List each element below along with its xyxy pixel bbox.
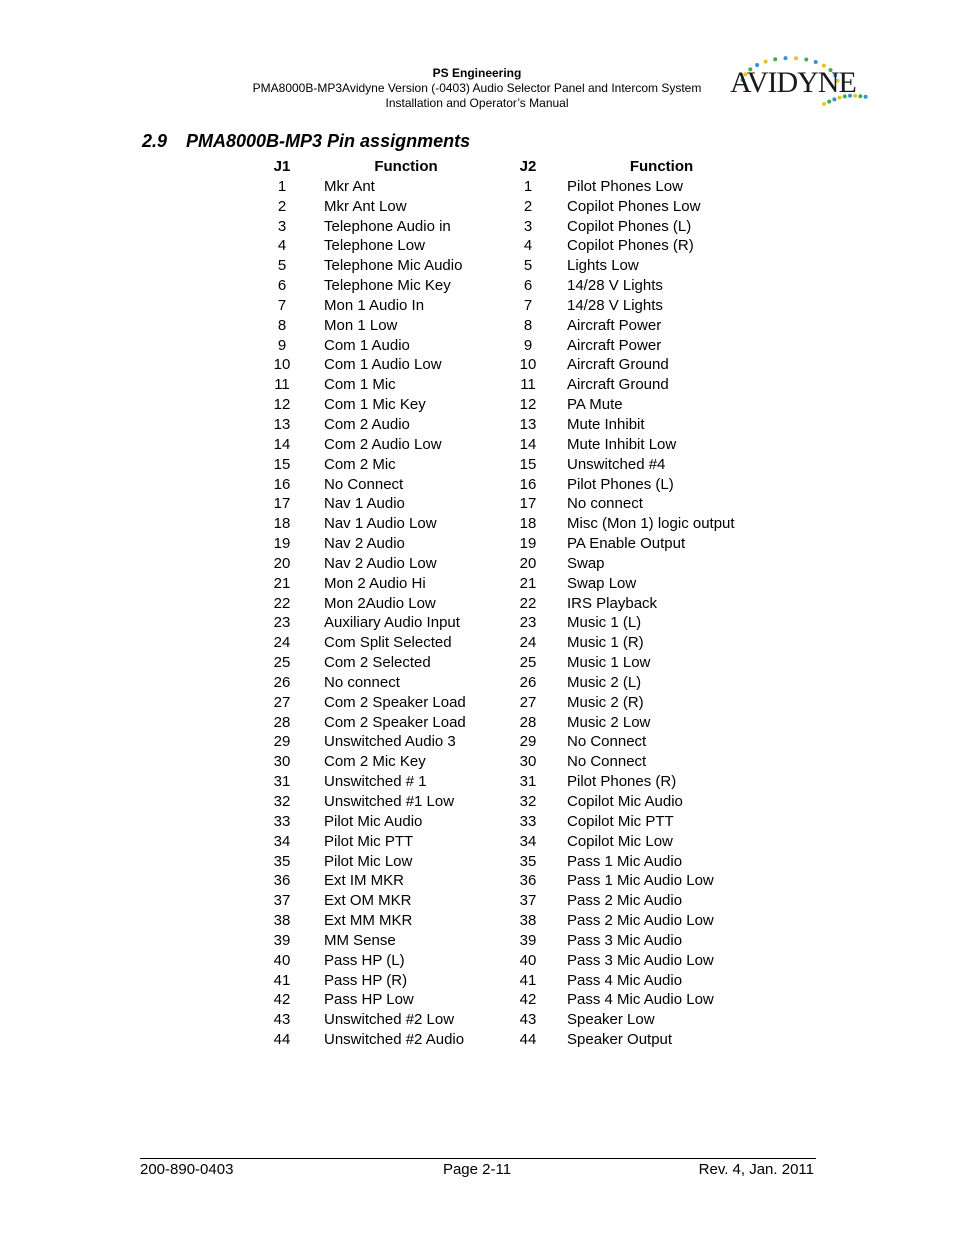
j1-pin-cell: 40 — [273, 951, 291, 969]
j1-pin-cell: 37 — [273, 892, 291, 910]
j2-function-cell: Copilot Phones (R) — [567, 237, 694, 255]
j1-pin-cell: 38 — [273, 912, 291, 930]
j1-pin-cell: 8 — [277, 316, 287, 334]
j1-function-cell: Com 2 Mic Key — [324, 753, 426, 771]
j1-pin-cell: 5 — [277, 257, 287, 275]
j1-function-cell: Com 2 Speaker Load — [324, 713, 466, 731]
j1-pin-cell: 18 — [273, 515, 291, 533]
j1-function-cell: Com 2 Selected — [324, 654, 431, 672]
j2-function-cell: Misc (Mon 1) logic output — [567, 515, 735, 533]
j1-function-cell: Com 2 Speaker Load — [324, 693, 466, 711]
j2-function-cell: Speaker Low — [567, 1011, 655, 1029]
j1-pin-cell: 39 — [273, 931, 291, 949]
table-header-row — [262, 157, 777, 177]
table-row — [262, 693, 777, 713]
j1-function-cell: Unswitched Audio 3 — [324, 733, 456, 751]
j2-function-cell: Music 2 Low — [567, 713, 651, 731]
j1-function-cell: Telephone Low — [324, 237, 425, 255]
table-row — [262, 713, 777, 733]
j2-function-cell: Music 1 (L) — [567, 614, 642, 632]
table-row — [262, 236, 777, 256]
j1-pin-cell: 10 — [273, 356, 291, 374]
page-header — [230, 66, 724, 111]
j2-pin-cell: 24 — [519, 634, 537, 652]
logo-dot — [784, 56, 788, 60]
header-subtitle: Installation and Operator’s Manual — [385, 96, 569, 110]
j2-function-cell: Pass 3 Mic Audio — [567, 931, 683, 949]
j1-pin-cell: 33 — [273, 812, 291, 830]
table-row — [262, 336, 777, 356]
table-row — [262, 475, 777, 495]
j2-pin-cell: 44 — [519, 1031, 537, 1049]
logo-text: AVIDYNE — [730, 66, 856, 99]
table-row — [262, 276, 777, 296]
j1-function-cell: Mkr Ant — [324, 177, 375, 195]
j1-function-cell: Nav 1 Audio Low — [324, 515, 437, 533]
j1-function-cell: Com Split Selected — [324, 634, 452, 652]
j2-function-cell: Mute Inhibit Low — [567, 435, 677, 453]
j1-pin-cell: 27 — [273, 693, 291, 711]
j2-pin-cell: 20 — [519, 554, 537, 572]
j1-pin-cell: 23 — [273, 614, 291, 632]
table-row — [262, 296, 777, 316]
j2-function-cell: PA Mute — [567, 396, 623, 414]
j1-pin-cell: 6 — [277, 277, 287, 295]
j1-function-cell: Nav 1 Audio — [324, 495, 405, 513]
j1-function-cell: Ext IM MKR — [324, 872, 405, 890]
j1-pin-cell: 12 — [273, 396, 291, 414]
j2-pin-cell: 36 — [519, 872, 537, 890]
j2-function-cell: Aircraft Power — [567, 336, 662, 354]
logo-dot — [764, 60, 768, 64]
j1-function-cell: Mkr Ant Low — [324, 197, 407, 215]
table-row — [262, 256, 777, 276]
j1-function-cell: Pilot Mic PTT — [324, 832, 414, 850]
j2-pin-cell: 28 — [519, 713, 537, 731]
table-row — [262, 514, 777, 534]
table-row — [262, 355, 777, 375]
j1-pin-cell: 35 — [273, 852, 291, 870]
j1-function-cell: Com 2 Audio — [324, 415, 410, 433]
footer-revision: Rev. 4, Jan. 2011 — [698, 1161, 814, 1178]
table-row — [262, 951, 777, 971]
table-row — [262, 990, 777, 1010]
column-header-j2: J2 — [519, 158, 537, 175]
j1-function-cell: Com 1 Mic Key — [324, 396, 426, 414]
j2-function-cell: Pilot Phones Low — [567, 177, 683, 195]
j1-pin-cell: 41 — [273, 971, 291, 989]
logo-dot — [827, 100, 831, 104]
table-row — [262, 653, 777, 673]
j1-function-cell: Mon 2 Audio Hi — [324, 574, 426, 592]
table-row — [262, 911, 777, 931]
j1-pin-cell: 7 — [277, 296, 287, 314]
j1-pin-cell: 4 — [277, 237, 287, 255]
j1-function-cell: Pilot Mic Audio — [324, 812, 423, 830]
j2-pin-cell: 12 — [519, 396, 537, 414]
j2-pin-cell: 4 — [523, 237, 533, 255]
j1-pin-cell: 28 — [273, 713, 291, 731]
j1-pin-cell: 42 — [273, 991, 291, 1009]
j1-pin-cell: 20 — [273, 554, 291, 572]
j2-function-cell: Mute Inhibit — [567, 415, 645, 433]
j2-pin-cell: 19 — [519, 535, 537, 553]
j1-function-cell: Com 2 Audio Low — [324, 435, 442, 453]
j1-pin-cell: 22 — [273, 594, 291, 612]
j1-function-cell: Pilot Mic Low — [324, 852, 413, 870]
footer-rule — [140, 1158, 816, 1159]
j2-pin-cell: 7 — [523, 296, 533, 314]
j1-function-cell: No Connect — [324, 475, 404, 493]
j2-function-cell: Pass 2 Mic Audio Low — [567, 912, 714, 930]
j1-pin-cell: 34 — [273, 832, 291, 850]
j2-function-cell: Copilot Mic Low — [567, 832, 673, 850]
table-row — [262, 673, 777, 693]
table-row — [262, 772, 777, 792]
j2-pin-cell: 13 — [519, 415, 537, 433]
j1-pin-cell: 31 — [273, 773, 291, 791]
j2-pin-cell: 8 — [523, 316, 533, 334]
table-row — [262, 613, 777, 633]
j1-function-cell: Mon 2Audio Low — [324, 594, 436, 612]
j1-function-cell: Pass HP (R) — [324, 971, 408, 989]
section-number: 2.9 — [142, 131, 168, 151]
column-header-j1: J1 — [273, 158, 291, 175]
table-row — [262, 435, 777, 455]
j1-pin-cell: 15 — [273, 455, 291, 473]
table-row — [262, 1010, 777, 1030]
j2-function-cell: Copilot Mic Audio — [567, 793, 683, 810]
header-title: PMA8000B-MP3Avidyne Version (-0403) Audio Selector Panel and Intercom System — [252, 81, 702, 95]
j2-pin-cell: 2 — [523, 197, 533, 215]
j1-function-cell: Mon 1 Low — [324, 316, 398, 334]
j2-function-cell: Aircraft Ground — [567, 356, 669, 374]
table-row — [262, 177, 777, 197]
j2-pin-cell: 43 — [519, 1011, 537, 1029]
j2-function-cell: Swap Low — [567, 574, 637, 592]
j2-pin-cell: 5 — [523, 257, 533, 275]
logo-dot — [822, 102, 826, 106]
j1-function-cell: No connect — [324, 673, 400, 691]
column-header-j1-function: Function — [374, 158, 438, 175]
j2-pin-cell: 18 — [519, 515, 537, 533]
j1-function-cell: Telephone Mic Key — [324, 277, 451, 295]
table-row — [262, 395, 777, 415]
j2-function-cell: IRS Playback — [567, 594, 658, 612]
j2-function-cell: Pass 2 Mic Audio — [567, 892, 683, 910]
j2-pin-cell: 41 — [519, 971, 537, 989]
table-row — [262, 316, 777, 336]
logo-dot — [804, 58, 808, 62]
avidyne-logo — [728, 50, 873, 112]
j1-pin-cell: 24 — [273, 634, 291, 652]
j1-pin-cell: 43 — [273, 1011, 291, 1029]
j2-function-cell: No connect — [567, 495, 643, 513]
j1-pin-cell: 1 — [277, 177, 287, 195]
j1-function-cell: Telephone Audio in — [324, 217, 451, 235]
j1-function-cell: Pass HP Low — [324, 991, 414, 1009]
j1-function-cell: Com 1 Audio — [324, 336, 410, 354]
table-row — [262, 752, 777, 772]
j2-function-cell: Music 1 (R) — [567, 634, 644, 652]
j2-pin-cell: 34 — [519, 832, 537, 850]
j2-function-cell: No Connect — [567, 733, 647, 751]
table-row — [262, 534, 777, 554]
j2-function-cell: Music 2 (R) — [567, 693, 644, 711]
table-row — [262, 554, 777, 574]
logo-dot — [864, 95, 868, 99]
j1-function-cell: Unswitched #1 Low — [324, 793, 455, 810]
j2-pin-cell: 39 — [519, 931, 537, 949]
j1-pin-cell: 14 — [273, 435, 291, 453]
j1-pin-cell: 2 — [277, 197, 287, 215]
column-header-j2-function: Function — [629, 158, 694, 175]
table-row — [262, 732, 777, 752]
footer-doc-number: 200-890-0403 — [140, 1161, 234, 1178]
j2-pin-cell: 6 — [523, 277, 533, 295]
j2-pin-cell: 1 — [523, 177, 533, 195]
logo-dot — [773, 57, 777, 61]
j2-function-cell: Copilot Phones (L) — [567, 217, 692, 235]
j2-function-cell: Pass 4 Mic Audio — [567, 971, 683, 989]
j2-function-cell: Lights Low — [567, 257, 639, 275]
j1-function-cell: Nav 2 Audio — [324, 535, 405, 553]
j1-pin-cell: 19 — [273, 535, 291, 553]
j2-function-cell: Pilot Phones (L) — [567, 475, 674, 493]
j1-pin-cell: 21 — [273, 574, 291, 592]
section-title: PMA8000B-MP3 Pin assignments — [186, 131, 471, 151]
j1-function-cell: Unswitched #2 Low — [324, 1011, 455, 1029]
j1-function-cell: Telephone Mic Audio — [324, 257, 463, 275]
j2-function-cell: Pass 1 Mic Audio — [567, 852, 683, 870]
j2-pin-cell: 33 — [519, 812, 537, 830]
j1-function-cell: Auxiliary Audio Input — [324, 614, 460, 632]
table-row — [262, 375, 777, 395]
j2-pin-cell: 30 — [519, 753, 537, 771]
j2-pin-cell: 23 — [519, 614, 537, 632]
j1-function-cell: Ext MM MKR — [324, 912, 413, 930]
table-row — [262, 217, 777, 237]
pin-rows — [262, 177, 777, 1050]
j2-pin-cell: 35 — [519, 852, 537, 870]
j1-pin-cell: 11 — [274, 376, 290, 394]
j1-function-cell: Mon 1 Audio In — [324, 296, 425, 314]
table-row — [262, 574, 777, 594]
footer-page-number: Page 2-11 — [442, 1161, 512, 1178]
j1-function-cell: Com 1 Audio Low — [324, 356, 442, 374]
j1-function-cell: MM Sense — [324, 931, 396, 949]
j1-function-cell: Nav 2 Audio Low — [324, 554, 437, 572]
table-row — [262, 871, 777, 891]
j1-pin-cell: 9 — [277, 336, 287, 354]
j2-pin-cell: 31 — [519, 773, 537, 791]
table-row — [262, 891, 777, 911]
j2-function-cell: Music 2 (L) — [567, 673, 642, 691]
j1-pin-cell: 29 — [273, 733, 291, 751]
j1-function-cell: Unswitched # 1 — [324, 773, 427, 791]
j2-pin-cell: 38 — [519, 912, 537, 930]
table-row — [262, 792, 777, 812]
j2-pin-cell: 21 — [519, 574, 537, 592]
table-row — [262, 852, 777, 872]
j1-function-cell: Com 1 Mic — [324, 376, 396, 394]
section-heading — [142, 131, 470, 152]
j1-function-cell: Unswitched #2 Audio — [324, 1031, 465, 1049]
j1-pin-cell: 17 — [273, 495, 291, 513]
j2-pin-cell: 32 — [519, 793, 537, 810]
table-row — [262, 633, 777, 653]
table-row — [262, 594, 777, 614]
j1-function-cell: Ext OM MKR — [324, 892, 412, 910]
table-row — [262, 1030, 777, 1050]
table-row — [262, 812, 777, 832]
j2-function-cell: Music 1 Low — [567, 654, 651, 672]
logo-dot — [814, 60, 818, 64]
j2-pin-cell: 37 — [519, 892, 537, 910]
j1-pin-cell: 30 — [273, 753, 291, 771]
j2-pin-cell: 3 — [523, 217, 533, 235]
logo-dot — [858, 94, 862, 98]
j2-pin-cell: 15 — [519, 455, 537, 473]
j1-pin-cell: 26 — [273, 673, 291, 691]
table-row — [262, 494, 777, 514]
j2-function-cell: Pass 1 Mic Audio Low — [567, 872, 714, 890]
j2-function-cell: Speaker Output — [567, 1031, 673, 1049]
j2-function-cell: Aircraft Ground — [567, 376, 669, 394]
j2-pin-cell: 40 — [519, 951, 537, 969]
j1-pin-cell: 13 — [273, 415, 291, 433]
j2-pin-cell: 9 — [523, 336, 533, 354]
j2-pin-cell: 17 — [519, 495, 537, 513]
j2-function-cell: No Connect — [567, 753, 647, 771]
j1-pin-cell: 32 — [273, 793, 291, 810]
j2-pin-cell: 11 — [520, 376, 536, 394]
j2-pin-cell: 26 — [519, 673, 537, 691]
j2-function-cell: Swap — [567, 554, 605, 572]
j2-function-cell: Pass 3 Mic Audio Low — [567, 951, 714, 969]
j2-function-cell: Pass 4 Mic Audio Low — [567, 991, 714, 1009]
table-row — [262, 971, 777, 991]
j2-function-cell: Copilot Phones Low — [567, 197, 701, 215]
table-row — [262, 832, 777, 852]
table-row — [262, 197, 777, 217]
pin-assignment-table — [262, 157, 777, 1050]
j2-function-cell: Unswitched #4 — [567, 455, 666, 473]
j2-function-cell: 14/28 V Lights — [567, 296, 663, 314]
j1-pin-cell: 25 — [273, 654, 291, 672]
j2-function-cell: 14/28 V Lights — [567, 277, 663, 295]
j2-function-cell: PA Enable Output — [567, 535, 686, 553]
j2-pin-cell: 29 — [519, 733, 537, 751]
j1-function-cell: Com 2 Mic — [324, 455, 396, 473]
j2-pin-cell: 27 — [519, 693, 537, 711]
j1-pin-cell: 3 — [277, 217, 287, 235]
j2-function-cell: Pilot Phones (R) — [567, 773, 677, 791]
j2-pin-cell: 42 — [519, 991, 537, 1009]
j2-function-cell: Aircraft Power — [567, 316, 662, 334]
j2-function-cell: Copilot Mic PTT — [567, 812, 674, 830]
table-row — [262, 455, 777, 475]
j2-pin-cell: 16 — [519, 475, 537, 493]
j1-function-cell: Pass HP (L) — [324, 951, 405, 969]
header-company: PS Engineering — [432, 66, 522, 80]
j1-pin-cell: 44 — [273, 1031, 291, 1049]
j2-pin-cell: 22 — [519, 594, 537, 612]
j2-pin-cell: 10 — [519, 356, 537, 374]
j2-pin-cell: 14 — [519, 435, 537, 453]
j1-pin-cell: 36 — [273, 872, 291, 890]
j2-pin-cell: 25 — [519, 654, 537, 672]
table-row — [262, 415, 777, 435]
logo-dot — [794, 56, 798, 60]
j1-pin-cell: 16 — [273, 475, 291, 493]
table-row — [262, 931, 777, 951]
